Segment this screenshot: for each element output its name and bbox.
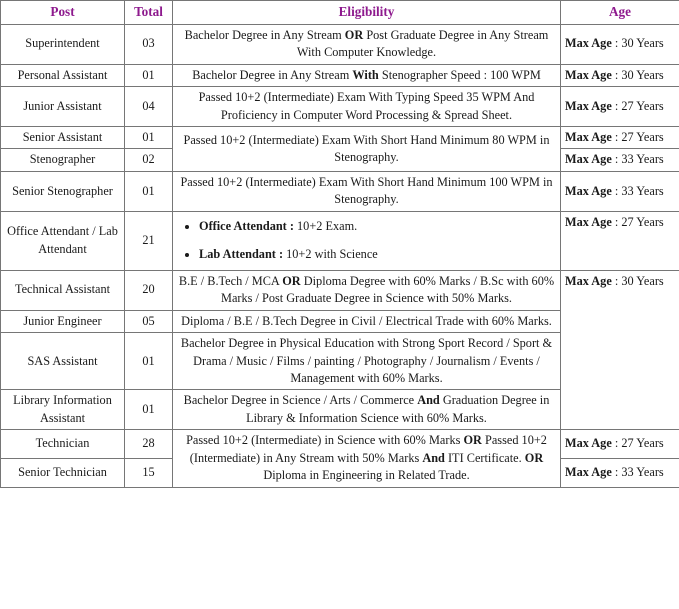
max-age-value: : 33 Years: [611, 465, 664, 480]
eligibility-bullet-list: [177, 218, 556, 264]
bullet-text: 10+2 with Science: [283, 247, 378, 262]
max-age-label: Max Age: [565, 67, 612, 82]
max-age-label: Max Age: [565, 436, 612, 451]
max-age-value: : 30 Years: [611, 36, 664, 51]
cell-eligibility: Bachelor Degree in Any Stream With Stenographer Speed : 100 WPM: [173, 64, 561, 86]
table-row: [1, 430, 679, 459]
cell-total: 01: [125, 171, 173, 211]
cell-total: 01: [125, 333, 173, 390]
cell-eligibility: Passed 10+2 (Intermediate) Exam With Short Hand Minimum 100 WPM in Stenography.: [173, 171, 561, 211]
column-header-post: Post: [1, 1, 125, 25]
table-row: [1, 64, 679, 86]
max-age-label: Max Age: [565, 183, 612, 198]
cell-eligibility: Diploma / B.E / B.Tech Degree in Civil / Electrical Trade with 60% Marks.: [173, 310, 561, 332]
max-age-value: : 27 Years: [611, 214, 664, 229]
eligibility-bullet-item: [199, 246, 556, 263]
eligibility-bullet-item: [199, 218, 556, 235]
cell-post: Senior Stenographer: [1, 171, 125, 211]
bullet-text: 10+2 Exam.: [293, 218, 358, 233]
cell-total: 20: [125, 270, 173, 310]
cell-total: 01: [125, 64, 173, 86]
max-age-label: Max Age: [565, 273, 612, 288]
max-age-value: : 27 Years: [611, 98, 664, 113]
column-header-eligibility: Eligibility: [173, 1, 561, 25]
table-row: [1, 270, 679, 310]
cell-eligibility: B.E / B.Tech / MCA OR Diploma Degree with 60% Marks / B.Sc with 60% Marks / Post Graduate Degree in Science with 50% Marks.: [173, 270, 561, 310]
cell-post: Senior Technician: [1, 459, 125, 488]
cell-post: Junior Assistant: [1, 87, 125, 127]
cell-age: [561, 171, 679, 211]
cell-post: Stenographer: [1, 149, 125, 171]
table-body: [1, 24, 679, 487]
cell-age: [561, 270, 679, 430]
cell-total: 28: [125, 430, 173, 459]
cell-eligibility: Passed 10+2 (Intermediate) Exam With Short Hand Minimum 80 WPM in Stenography.: [173, 127, 561, 172]
cell-age: [561, 430, 679, 459]
cell-total: 05: [125, 310, 173, 332]
cell-eligibility: Passed 10+2 (Intermediate) in Science with 60% Marks OR Passed 10+2 (Intermediate) in Any Stream with 50% Marks And ITI Certificate. OR Diploma in Engineering in Related Trade.: [173, 430, 561, 487]
cell-age: [561, 87, 679, 127]
cell-total: 01: [125, 127, 173, 149]
bullet-label: Office Attendant :: [199, 218, 294, 233]
cell-eligibility: [173, 211, 561, 270]
table-row: [1, 171, 679, 211]
cell-age: [561, 211, 679, 270]
max-age-label: Max Age: [565, 214, 612, 229]
cell-post: Junior Engineer: [1, 310, 125, 332]
max-age-label: Max Age: [565, 465, 612, 480]
cell-post: Technical Assistant: [1, 270, 125, 310]
cell-age: [561, 24, 679, 64]
table-row: [1, 87, 679, 127]
cell-total: 03: [125, 24, 173, 64]
max-age-label: Max Age: [565, 36, 612, 51]
cell-eligibility: Bachelor Degree in Physical Education with Strong Sport Record / Sport & Drama / Music / Films / painting / Photography / Journalism / Events / Management with 60% Marks.: [173, 333, 561, 390]
cell-post: Technician: [1, 430, 125, 459]
cell-total: 15: [125, 459, 173, 488]
bullet-label: Lab Attendant :: [199, 247, 284, 262]
table-row: [1, 211, 679, 270]
column-header-total: Total: [125, 1, 173, 25]
table-header: [1, 1, 679, 25]
max-age-value: : 33 Years: [611, 183, 664, 198]
cell-post: Superintendent: [1, 24, 125, 64]
cell-age: [561, 149, 679, 171]
cell-post: Personal Assistant: [1, 64, 125, 86]
cell-post: Library Information Assistant: [1, 390, 125, 430]
cell-total: 21: [125, 211, 173, 270]
cell-post: Senior Assistant: [1, 127, 125, 149]
cell-eligibility: Bachelor Degree in Any Stream OR Post Graduate Degree in Any Stream With Computer Knowledge.: [173, 24, 561, 64]
cell-post: SAS Assistant: [1, 333, 125, 390]
cell-eligibility: Bachelor Degree in Science / Arts / Commerce And Graduation Degree in Library & Information Science with 60% Marks.: [173, 390, 561, 430]
column-header-age: Age: [561, 1, 679, 25]
cell-age: [561, 127, 679, 149]
table-row: [1, 24, 679, 64]
max-age-value: : 30 Years: [611, 273, 664, 288]
max-age-value: : 30 Years: [611, 67, 664, 82]
cell-total: 04: [125, 87, 173, 127]
cell-age: [561, 459, 679, 488]
table-row: [1, 127, 679, 149]
max-age-label: Max Age: [565, 98, 612, 113]
max-age-label: Max Age: [565, 130, 612, 144]
max-age-label: Max Age: [565, 152, 612, 167]
max-age-value: : 27 Years: [611, 436, 664, 451]
max-age-value: : 27 Years: [611, 130, 664, 144]
cell-total: 02: [125, 149, 173, 171]
cell-total: 01: [125, 390, 173, 430]
table-header-row: [1, 1, 679, 25]
cell-age: [561, 64, 679, 86]
cell-eligibility: Passed 10+2 (Intermediate) Exam With Typing Speed 35 WPM And Proficiency in Computer Word Processing & Spread Sheet.: [173, 87, 561, 127]
cell-post: Office Attendant / Lab Attendant: [1, 211, 125, 270]
max-age-value: : 33 Years: [611, 152, 664, 167]
